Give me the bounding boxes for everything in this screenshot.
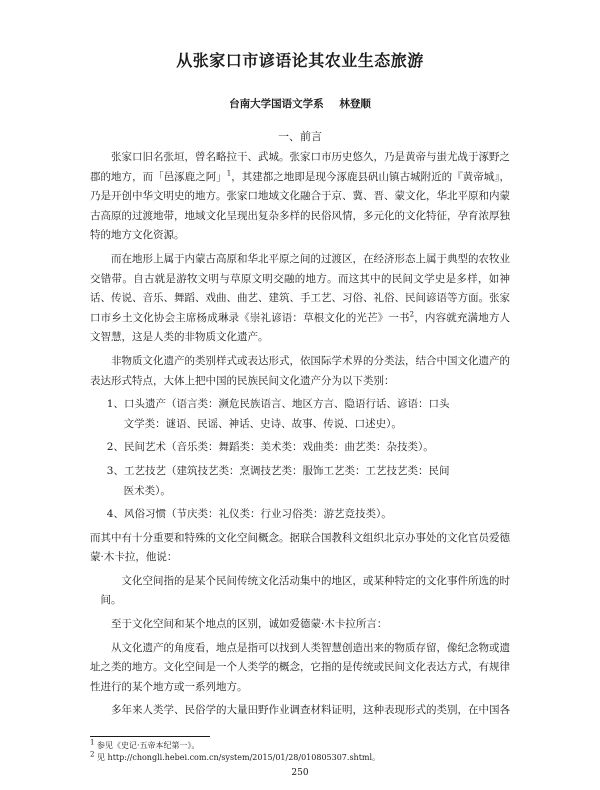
paragraph-4: 而其中有十分重要和特殊的文化空间概念。据联合国教科文组织北京办事处的文化官员爱德蒙·木卡拉，他说： — [90, 531, 510, 564]
list-item-text: 风俗习惯（节庆类：礼仪类：行业习俗类：游艺竞技类）。 — [123, 508, 392, 521]
footnote-2-text: 见 http://chongli.hebei.com.cn/system/2015/01/28/010805307.shtml。 — [97, 753, 381, 762]
list-item — [90, 505, 510, 525]
paragraph-6: 从文化遗产的角度看，地点是指可以找到人类智慧创造出来的物质存留，像纪念物或遗址之类的地方。文化空间是一个人类学的概念，它指的是传统或民间文化表达方式，有规律性进行的某个地方或一系列地方。 — [90, 641, 510, 693]
list-item — [90, 462, 510, 501]
paragraph-3: 非物质文化遗产的类别样式或表达形式，依国际学术界的分类法，结合中国文化遗产的表达形式特点，大体上把中国的民族民间文化遗产分为以下类别： — [90, 354, 510, 387]
footnote-2-number: 2 — [90, 750, 95, 759]
footnote-divider — [90, 736, 210, 737]
author-affiliation: 台南大学国语文学系 — [229, 98, 324, 110]
list-item-number: 1、 — [106, 398, 124, 411]
list-item — [90, 395, 510, 434]
author-name: 林登顺 — [339, 98, 371, 110]
list-item-number: 2、 — [106, 441, 124, 454]
list-item-text: 工艺技艺（建筑技艺类：烹调技艺类：服饰工艺类：工艺技艺类：民间 — [123, 464, 450, 477]
section-heading: 一、前言 — [278, 130, 322, 143]
footnote-2 — [90, 752, 510, 764]
footnote-1 — [90, 740, 510, 752]
list-item-text: 口头遗产（语言类：濒危民族语言、地区方言、隐语行话、谚语：口头 — [123, 398, 450, 411]
list-item-continuation: 文学类：谜语、民谣、神话、史诗、故事、传说、口述史）。 — [123, 417, 402, 430]
list-item — [90, 438, 510, 458]
block-quote-1: 文化空间指的是某个民间传统文化活动集中的地区，或某种特定的文化事件所选的时间。 — [100, 574, 510, 607]
page-number: 250 — [291, 768, 309, 778]
paragraph-2: 而在地形上属于内蒙古高原和华北平原之间的过渡区，在经济形态上属于典型的农牧业交错带。自古就是游牧文明与草原文明交融的地方。而这其中的民间文学史是多样，如神话、传说、音乐、舞蹈、戏曲、曲艺、建筑、手工艺、习俗、礼俗、民间谚语等方面。张家口市乡土文化协会主席杨成琳录《崇礼谚语：草根文化的光芒》一书$^2$，内容就充满地方人文智慧，这是人类的非物质文化遗产。 — [90, 252, 511, 344]
paragraph-7: 多年来人类学、民俗学的大量田野作业调查材料证明，这种表现形式的类别，在中国各 — [111, 704, 510, 717]
list-item-text: 民间艺术（音乐类：舞蹈类：美术类：戏曲类：曲艺类：杂技类）。 — [123, 441, 434, 454]
footnotes — [90, 740, 510, 764]
list-item-number: 4、 — [106, 508, 124, 521]
footnote-ref-2: 2 — [409, 310, 415, 319]
author-line — [0, 96, 600, 111]
footnote-1-text: 参见《史记·五帝本纪第一》。 — [97, 741, 200, 750]
footnote-1-number: 1 — [90, 738, 95, 747]
paper-title: 从张家口市谚语论其农业生态旅游 — [176, 51, 424, 70]
list-item-continuation: 医术类）。 — [123, 484, 171, 497]
paragraph-5: 至于文化空间和某个地点的区别，诚如爱德蒙·木卡拉所言： — [111, 618, 388, 631]
list-item-number: 3、 — [106, 464, 124, 477]
footnote-ref-1: 1 — [226, 169, 232, 178]
body-text — [90, 148, 510, 725]
paragraph-1: 张家口旧名张垣，曾名略拉干、武城。张家口市历史悠久，乃是黄帝与蚩尤战于涿野之郡的地方，而「邑涿鹿之阿」$^1$，其建都之地即是现今涿鹿县矾山镇古城附近的『黄帝城』，乃是开创中华文明史的地方。张家口地域文化融合于京、冀、晋、蒙文化，华北平原和内蒙古高原的过渡地带，地域文化呈现出复杂多样的民俗风情，多元化的文化特征，孕育浓厚独特的地方文化资源。 — [90, 151, 511, 242]
